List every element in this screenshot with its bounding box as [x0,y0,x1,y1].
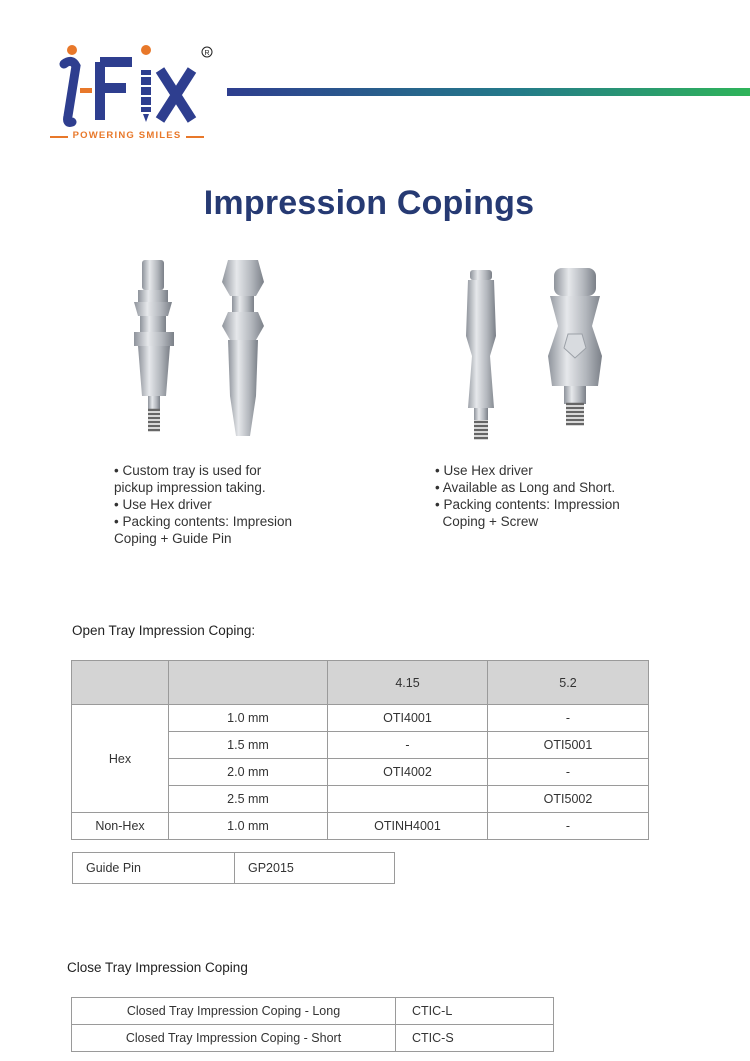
table-row [73,853,395,884]
code-cell: - [488,705,649,732]
code-cell: - [488,813,649,840]
header-cell-52: 5.2 [488,661,649,705]
closed-tray-coping-image [460,266,610,446]
size-cell: 1.0 mm [169,813,328,840]
description-line: • Custom tray is used for [114,463,262,478]
size-cell: 2.0 mm [169,759,328,786]
code-cell: OTI4002 [328,759,488,786]
header-cell [72,661,169,705]
code-cell: OTI5001 [488,732,649,759]
ifix-logo-mark [42,40,222,135]
close-tray-table [71,997,554,1052]
code-cell: - [328,732,488,759]
closed-tray-description [435,462,620,530]
code-cell: OTINH4001 [328,813,488,840]
guide-pin-code: GP2015 [235,853,395,884]
table-row [72,1025,554,1052]
open-tray-table [71,660,649,840]
size-cell: 1.0 mm [169,705,328,732]
description-line: Coping + Guide Pin [114,531,232,546]
header-gradient-rule [227,88,750,96]
code-cell: OTI4001 [328,705,488,732]
product-name-cell: Closed Tray Impression Coping - Short [72,1025,396,1052]
table-row [72,813,649,840]
product-name-cell: Closed Tray Impression Coping - Long [72,998,396,1025]
description-line: • Available as Long and Short. [435,480,616,495]
svg-text:R: R [204,50,210,57]
header-cell-415: 4.15 [328,661,488,705]
brand-tagline: POWERING SMILES [50,130,204,141]
page-title: Impression Copings [203,184,535,222]
description-line: • Packing contents: Impression [435,497,620,512]
code-cell [328,786,488,813]
open-tray-label: Open Tray Impression Coping: [72,623,256,638]
description-line: pickup impression taking. [114,480,266,495]
brand-logo [42,40,222,150]
description-line: • Use Hex driver [114,497,212,512]
description-line: • Use Hex driver [435,463,533,478]
size-cell: 1.5 mm [169,732,328,759]
header-cell [169,661,328,705]
description-line: Coping + Screw [435,514,539,529]
code-cell: - [488,759,649,786]
open-tray-coping-image [128,256,278,446]
size-cell: 2.5 mm [169,786,328,813]
table-row [72,998,554,1025]
nonhex-label: Non-Hex [72,813,169,840]
code-cell: CTIC-L [396,998,554,1025]
open-tray-description [114,462,292,547]
guide-pin-table [72,852,395,884]
close-tray-label: Close Tray Impression Coping [67,960,248,975]
code-cell: CTIC-S [396,1025,554,1052]
description-line: • Packing contents: Impresion [114,514,293,529]
table-header-row [72,661,649,705]
code-cell: OTI5002 [488,786,649,813]
hex-label: Hex [72,705,169,813]
table-row [72,705,649,732]
guide-pin-label: Guide Pin [73,853,235,884]
